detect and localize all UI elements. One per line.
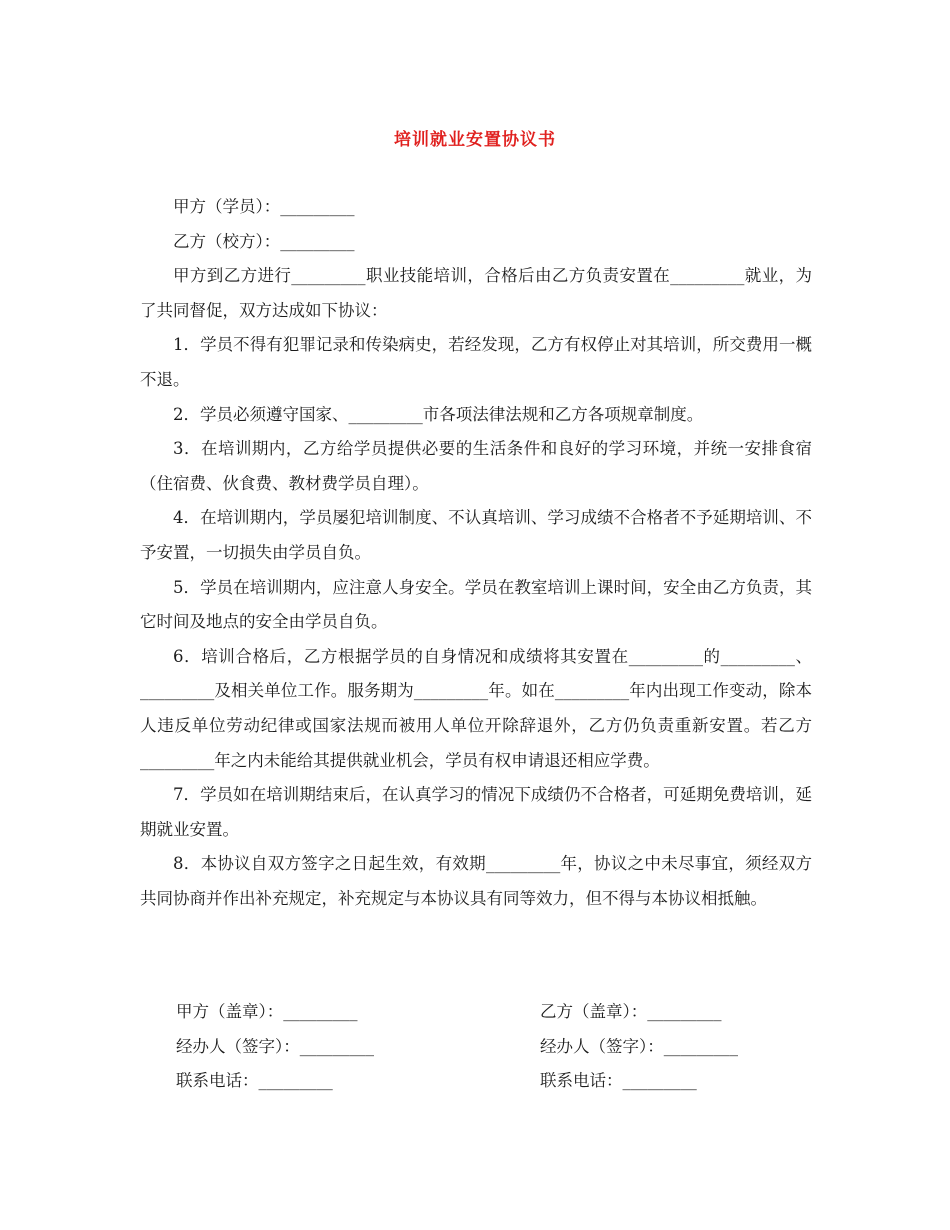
seal-row	[140, 995, 812, 1030]
document-title: 培训就业安置协议书	[394, 130, 556, 150]
signature-block	[140, 995, 812, 1099]
clause-2: 2．学员必须遵守国家、_________市各项法律法规和乙方各项规章制度。	[173, 404, 704, 424]
intro-paragraph: 甲方到乙方进行_________职业技能培训，合格后由乙方负责安置在_________就业，为了共同督促，双方达成如下协议：	[140, 266, 812, 320]
clause-6: 6．培训合格后，乙方根据学员的自身情况和成绩将其安置在_________的_________、_________及相关单位工作。服务期为_________年。如在_________年内出现工作变动，除本人违反单位劳动纪律或国家法规而被用人单位开除辞退外，乙方仍负责重新安置。若乙方_________年之内未能给其提供就业机会，学员有权申请退还相应学费。	[140, 646, 812, 770]
clause-1: 1．学员不得有犯罪记录和传染病史，若经发现，乙方有权停止对其培训，所交费用一概不退。	[140, 335, 812, 389]
party-b-seal: 乙方（盖章）：_________	[540, 1002, 722, 1021]
clause-8: 8．本协议自双方签字之日起生效，有效期_________年，协议之中未尽事宜，须经双方共同协商并作出补充规定，补充规定与本协议具有同等效力，但不得与本协议相抵触。	[140, 854, 812, 908]
party-b-phone: 联系电话：_________	[540, 1071, 697, 1091]
party-a-line: 甲方（学员）：_________	[173, 197, 355, 216]
party-a-phone: 联系电话：_________	[176, 1071, 333, 1091]
party-b-agent: 经办人（签字）：_________	[540, 1036, 738, 1056]
clause-5: 5．学员在培训期内，应注意人身安全。学员在教室培训上课时间，安全由乙方负责，其它时间及地点的安全由学员自负。	[140, 577, 812, 632]
agreement-body	[140, 190, 812, 916]
agent-row	[140, 1030, 812, 1065]
clause-3: 3．在培训期内，乙方给学员提供必要的生活条件和良好的学习环境，并统一安排食宿（住宿费、伙食费、教材费学员自理）。	[140, 439, 812, 493]
clause-4: 4．在培训期内，学员屡犯培训制度、不认真培训、学习成绩不合格者不予延期培训、不予安置，一切损失由学员自负。	[140, 508, 812, 562]
phone-row	[140, 1064, 812, 1099]
party-a-seal: 甲方（盖章）：_________	[176, 1002, 358, 1021]
party-a-agent: 经办人（签字）：_________	[176, 1036, 374, 1056]
party-b-line: 乙方（校方）：_________	[173, 231, 355, 251]
clause-7: 7．学员如在培训期结束后，在认真学习的情况下成绩仍不合格者，可延期免费培训，延期就业安置。	[140, 785, 812, 839]
